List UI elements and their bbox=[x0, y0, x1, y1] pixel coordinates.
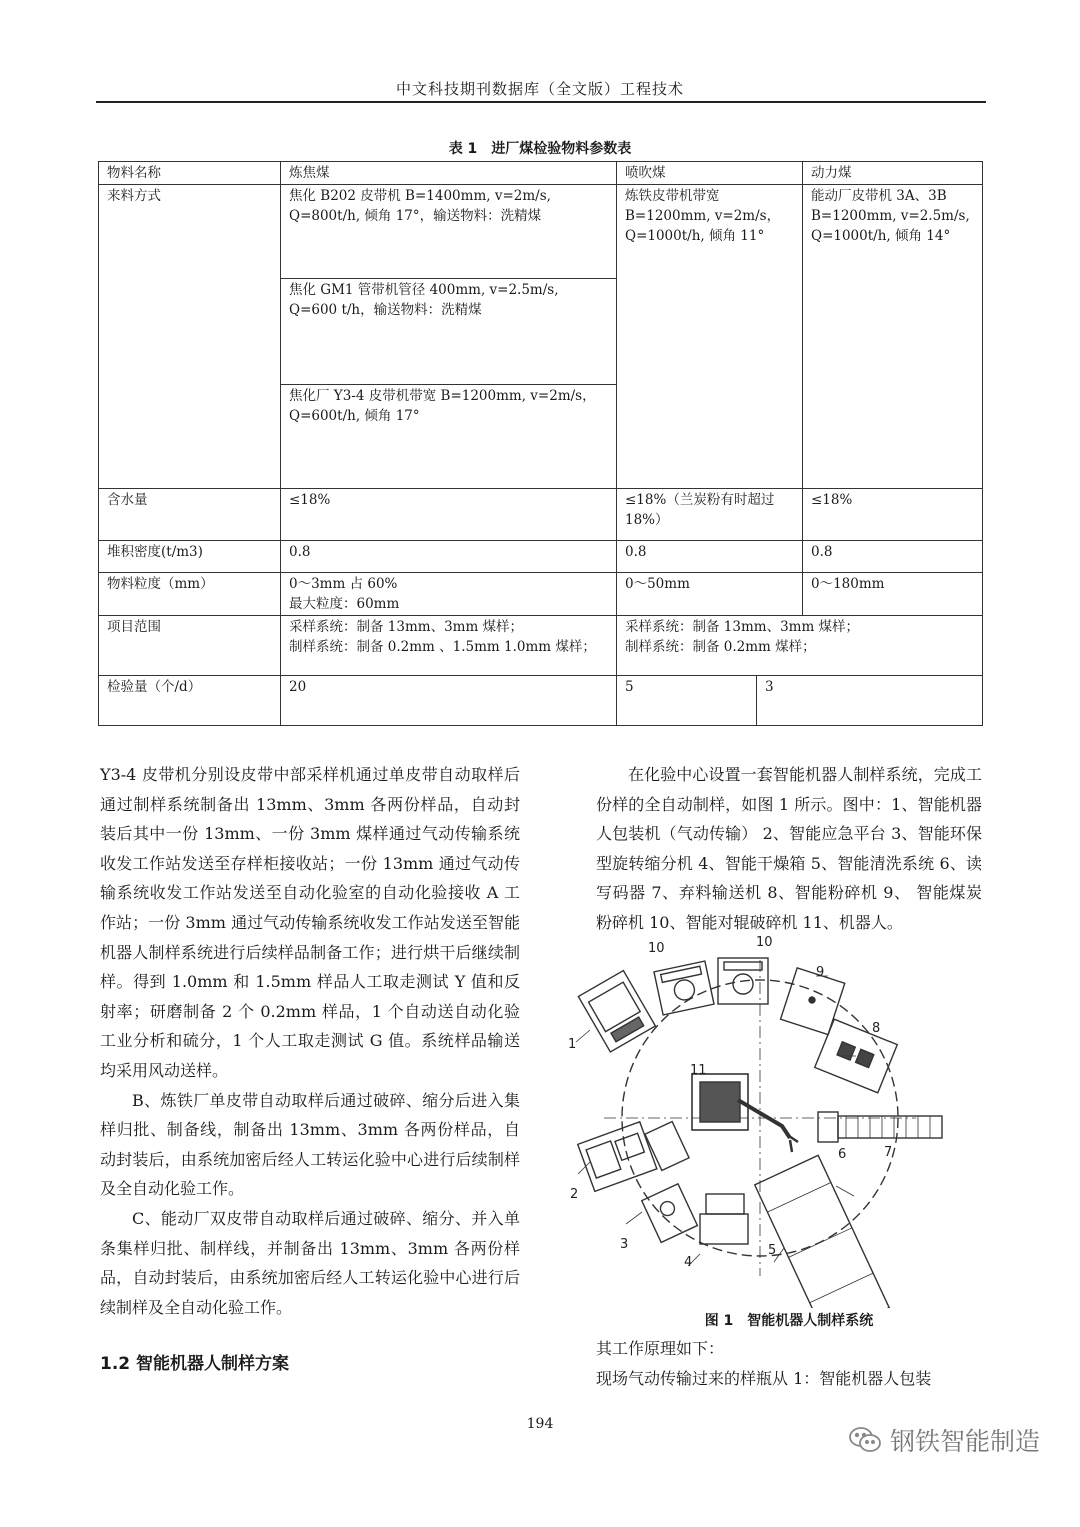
table-cell: 5 bbox=[617, 676, 757, 726]
table-cell: 检验量（个/d） bbox=[99, 676, 281, 726]
table-cell: 20 bbox=[281, 676, 617, 726]
figure-label-1: 1 bbox=[568, 1037, 577, 1052]
section-heading: 1.2 智能机器人制样方案 bbox=[100, 1354, 290, 1374]
cell-line: 制样系统：制备 0.2mm 煤样； bbox=[625, 639, 816, 655]
table-row bbox=[99, 676, 983, 726]
table-row bbox=[99, 616, 983, 676]
table-cell bbox=[617, 616, 983, 676]
figure-label-10b: 10 bbox=[756, 935, 773, 950]
material-parameter-table bbox=[98, 161, 983, 726]
table-cell: 0.8 bbox=[281, 541, 617, 573]
table-cell: 物料名称 bbox=[99, 162, 281, 185]
table-cell: 动力煤 bbox=[803, 162, 983, 185]
table-cell: 炼铁皮带机带宽 B=1200mm, v=2m/s，Q=1000t/h, 倾角 11° bbox=[617, 185, 803, 489]
platform-side-box bbox=[645, 1122, 689, 1171]
robot-sample-system-figure bbox=[560, 930, 980, 1308]
figure-caption: 图 1 智能机器人制样系统 bbox=[704, 1313, 874, 1329]
table-cell: 0～180mm bbox=[803, 573, 983, 616]
table-cell: 项目范围 bbox=[99, 616, 281, 676]
figure-label-10a: 10 bbox=[648, 941, 665, 956]
cleaning-system-unit bbox=[755, 1155, 889, 1308]
table-cell: 焦化厂 Y3-4 皮带机带宽 B=1200mm, v=2m/s，Q=600t/h, 倾角 17° bbox=[281, 385, 617, 489]
table-cell: ≤18% bbox=[281, 489, 617, 541]
table-cell: 焦化 GM1 管带机管径 400mm, v=2.5m/s, Q=600 t/h，输送物料：洗精煤 bbox=[281, 279, 617, 385]
table-cell bbox=[281, 573, 617, 616]
cell-line: 制样系统：制备 0.2mm 、1.5mm 1.0mm 煤样； bbox=[289, 639, 596, 655]
table-cell: ≤18% bbox=[803, 489, 983, 541]
figure-label-8: 8 bbox=[872, 1021, 881, 1036]
right-text-tail bbox=[596, 1334, 982, 1393]
table-cell: 0.8 bbox=[617, 541, 803, 573]
table-cell: 炼焦煤 bbox=[281, 162, 617, 185]
body-paragraph: 在化验中心设置一套智能机器人制样系统，完成工份样的全自动制样，如图 1 所示。图中：1、智能机器人包装机（气动传输） 2、智能应急平台 3、智能环保型旋转缩分机 4、智能干燥箱 5、智能清洗系统 6、读写码器 7、弃料输送机 8、智能粉碎机 9、 智能煤炭粉碎机 10、智能对辊破碎机 11、机器人。 bbox=[596, 765, 982, 932]
cell-line: 最大粒度：60mm bbox=[289, 596, 400, 612]
figure-label-7: 7 bbox=[884, 1145, 893, 1160]
table-cell: 0～50mm bbox=[617, 573, 803, 616]
coal-pulverizer-unit bbox=[781, 968, 845, 1035]
figure-label-3: 3 bbox=[620, 1237, 629, 1252]
body-paragraph: Y3-4 皮带机分别设皮带中部采样机通过单皮带自动取样后通过制样系统制备出 13mm、3mm 各两份样品，自动封装后其中一份 13mm、一份 3mm 煤样通过气动传输系统收发工作站发送至存样柜接收站；一份 13mm 通过气动传输系统收发工作站发送至自动化验室的自动化验接收 A 工作站；一份 3mm 通过气动传输系统收发工作站发送至智能机器人制样系统进行后续样品制备工作；进行烘干后继续制样。得到 1.0mm 和 1.5mm 样品人工取走测试 Y 值和反射率；研磨制备 2 个 0.2mm 样品，1 个自动送自动化验工业分析和硫分，1 个人工取走测试 G 值。系统样品输送均采用风动送样。 bbox=[100, 765, 520, 1080]
table-cell: 物料粒度（mm） bbox=[99, 573, 281, 616]
table-cell: 0.8 bbox=[803, 541, 983, 573]
body-paragraph: B、炼铁厂单皮带自动取样后通过破碎、缩分后进入集样归批、制备线，制备出 13mm、3mm 各两份样品，自动封装后，由系统加密后经人工转运化验中心进行后续制样及全自动化验工作。 bbox=[100, 1090, 520, 1199]
watermark bbox=[848, 1422, 1040, 1458]
table-cell: 堆积密度(t/m3) bbox=[99, 541, 281, 573]
table-cell bbox=[281, 616, 617, 676]
table-row bbox=[99, 162, 983, 185]
cell-line: 0～3mm 占 60% bbox=[289, 576, 398, 592]
body-paragraph: 现场气动传输过来的样瓶从 1：智能机器人包装 bbox=[596, 1368, 932, 1388]
body-paragraph: 其工作原理如下： bbox=[596, 1339, 725, 1358]
table-row bbox=[99, 541, 983, 573]
figure-label-11: 11 bbox=[690, 1063, 707, 1078]
table-cell: 喷吹煤 bbox=[617, 162, 803, 185]
figure-label-6: 6 bbox=[838, 1147, 847, 1162]
waste-conveyor-unit bbox=[838, 1116, 942, 1138]
table-caption: 表 1 进厂煤检验物料参数表 bbox=[448, 141, 632, 157]
table-cell: ≤18%（兰炭粉有时超过 18%） bbox=[617, 489, 803, 541]
table-cell: 3 bbox=[757, 676, 983, 726]
figure-label-9: 9 bbox=[816, 965, 825, 980]
packaging-machine-unit bbox=[578, 971, 655, 1052]
wechat-icon bbox=[848, 1425, 882, 1455]
emergency-platform-unit bbox=[578, 1122, 657, 1192]
figure-label-4: 4 bbox=[684, 1255, 693, 1270]
table-cell: 能动厂皮带机 3A、3B B=1200mm, v=2.5m/s, Q=1000t/h, 倾角 14° bbox=[803, 185, 983, 489]
table-row bbox=[99, 573, 983, 616]
table-row bbox=[99, 185, 983, 279]
table-cell: 来料方式 bbox=[99, 185, 281, 489]
code-reader-unit bbox=[818, 1112, 838, 1142]
watermark-text: 钢铁智能制造 bbox=[890, 1427, 1041, 1456]
body-paragraph: C、能动厂双皮带自动取样后通过破碎、缩分、并入单条集样归批、制样线，并制备出 13mm、3mm 各两份样品，自动封装后，由系统加密后经人工转运化验中心进行后续制样及全自动化验工作。 bbox=[100, 1208, 520, 1317]
table-row bbox=[99, 489, 983, 541]
page-number: 194 bbox=[526, 1416, 554, 1432]
figure-label-2: 2 bbox=[570, 1187, 579, 1202]
header-rule bbox=[96, 101, 986, 103]
table-cell: 含水量 bbox=[99, 489, 281, 541]
table-cell: 焦化 B202 皮带机 B=1400mm, v=2m/s, Q=800t/h, 倾角 17°，输送物料：洗精煤 bbox=[281, 185, 617, 279]
cell-line: 采样系统：制备 13mm、3mm 煤样； bbox=[289, 619, 524, 635]
figure-label-5: 5 bbox=[768, 1243, 777, 1258]
roll-crusher-unit-a bbox=[654, 961, 714, 1015]
dryer-unit bbox=[700, 1194, 748, 1244]
journal-header-title: 中文科技期刊数据库（全文版）工程技术 bbox=[395, 80, 684, 98]
left-text-column bbox=[100, 760, 520, 1322]
cell-line: 采样系统：制备 13mm、3mm 煤样； bbox=[625, 619, 860, 635]
rotary-divider-unit bbox=[642, 1184, 698, 1243]
right-text-column bbox=[596, 760, 982, 938]
robot-unit bbox=[692, 1074, 798, 1152]
